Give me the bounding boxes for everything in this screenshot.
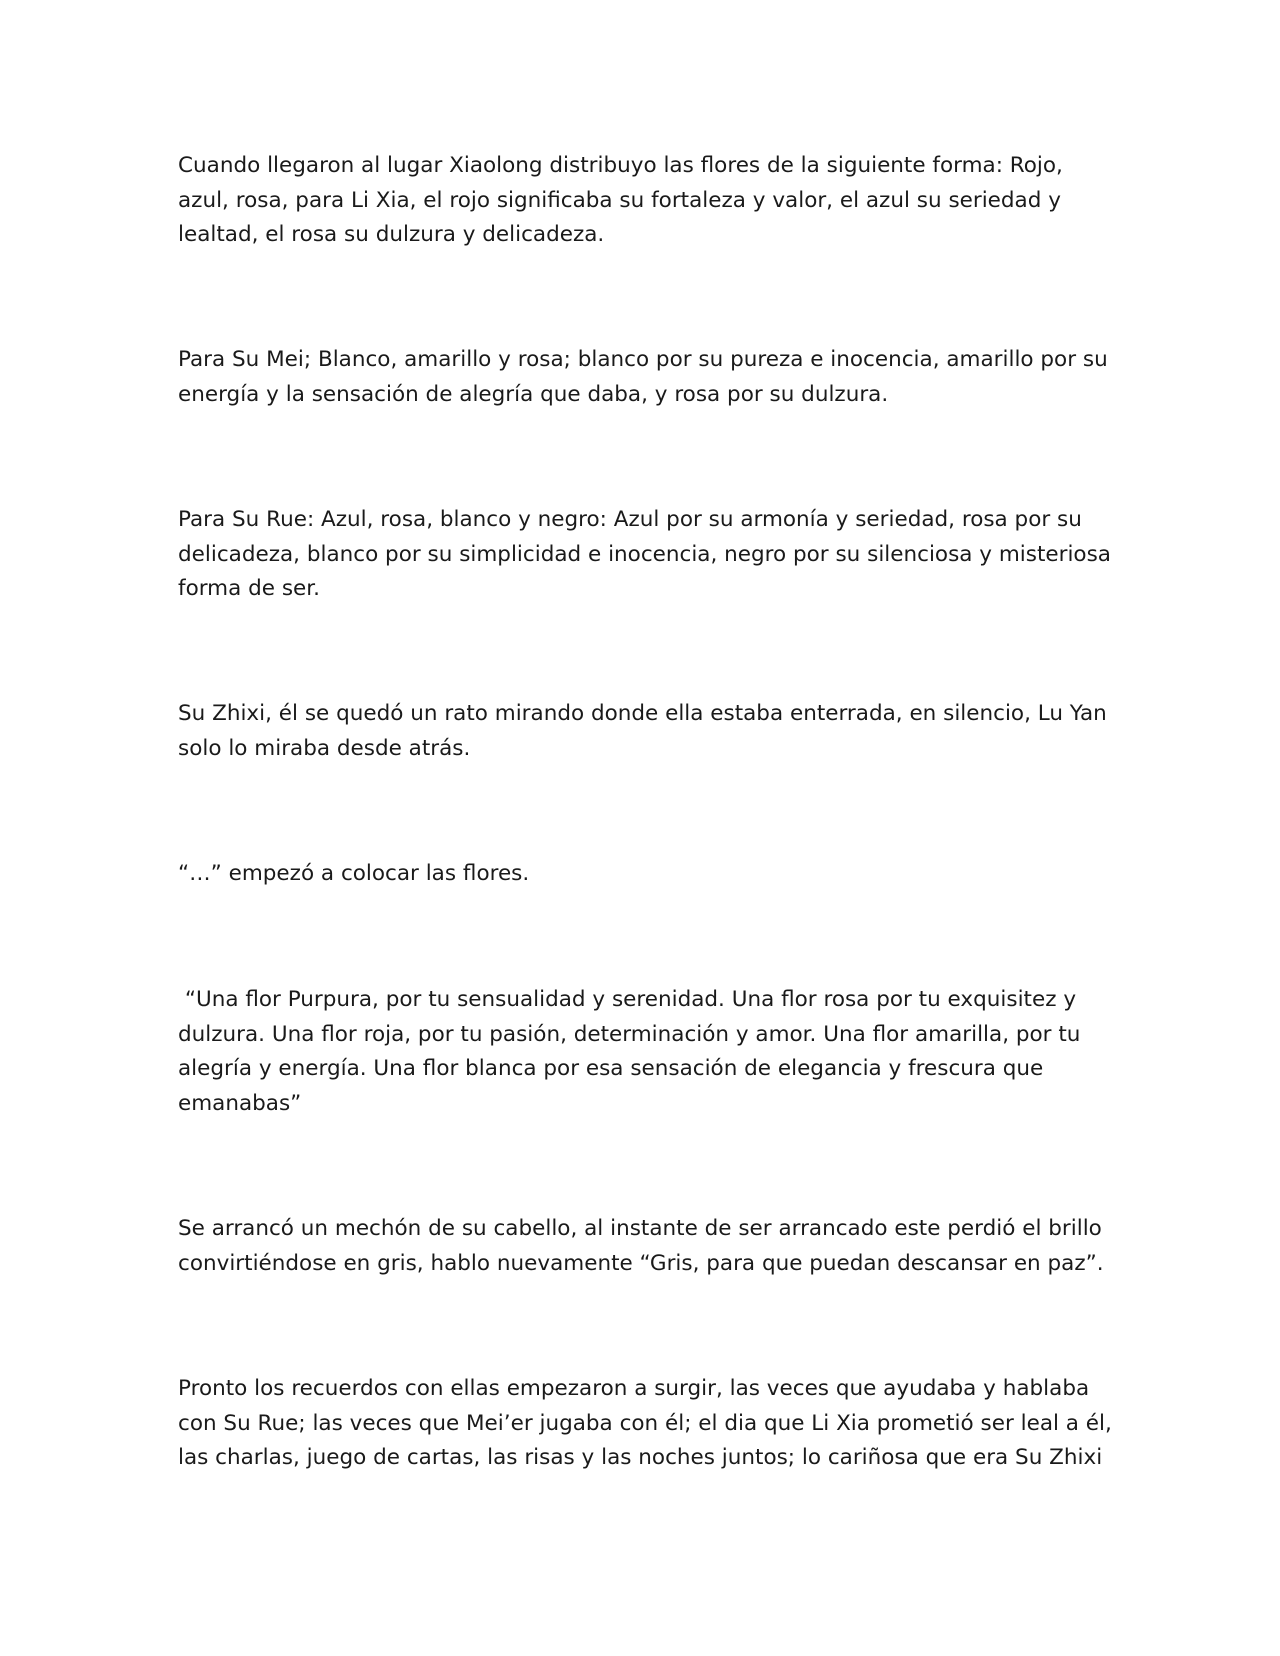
- text-line: forma de ser.: [178, 576, 320, 601]
- text-line: Para Su Rue: Azul, rosa, blanco y negro: Azul por su armonía y seriedad, rosa por su: [178, 507, 1082, 532]
- paragraph-su-mei-flowers: [178, 343, 1108, 412]
- text-line: azul, rosa, para Li Xia, el rojo significaba su fortaleza y valor, el azul su seriedad y: [178, 187, 1061, 213]
- text-line: emanabas”: [178, 1090, 302, 1116]
- paragraph-flower-speech: [178, 983, 1098, 1121]
- text-line: las charlas, juego de cartas, las risas y las noches juntos; lo cariñosa que era Su Zhixi: [178, 1445, 1103, 1470]
- text-line: delicadeza, blanco por su simplicidad e inocencia, negro por su silenciosa y misteriosa: [178, 541, 1111, 567]
- paragraph-memories: [178, 1372, 1112, 1476]
- text-line: con Su Rue; las veces que Mei’er jugaba con él; el dia que Li Xia prometió ser leal a él,: [178, 1410, 1112, 1436]
- paragraph-li-xia-flowers: [178, 149, 1098, 253]
- paragraph-grey-hair: [178, 1212, 1104, 1281]
- text-line: convirtiéndose en gris, hablo nuevamente “Gris, para que puedan descansar en paz”.: [178, 1250, 1104, 1276]
- paragraph-su-rue-flowers: [178, 503, 1111, 607]
- text-line: Pronto los recuerdos con ellas empezaron a surgir, las veces que ayudaba y hablaba: [178, 1376, 1090, 1401]
- paragraph-placing-flowers: [178, 857, 1098, 892]
- text-line: Cuando llegaron al lugar Xiaolong distribuyo las flores de la siguiente forma: Rojo,: [178, 153, 1063, 178]
- text-line: energía y la sensación de alegría que daba, y rosa por su dulzura.: [178, 381, 889, 407]
- text-line: Se arrancó un mechón de su cabello, al instante de ser arrancado este perdió el brillo: [178, 1216, 1102, 1241]
- text-line: Para Su Mei; Blanco, amarillo y rosa; blanco por su pureza e inocencia, amarillo por su: [178, 347, 1108, 372]
- paragraph-su-zhixi-silence: [178, 697, 1107, 766]
- text-line: lealtad, el rosa su dulzura y delicadeza.: [178, 222, 605, 247]
- text-line: “Una flor Purpura, por tu sensualidad y serenidad. Una flor rosa por tu exquisitez y: [178, 987, 1077, 1012]
- text-line: dulzura. Una flor roja, por tu pasión, determinación y amor. Una flor amarilla, por tu: [178, 1021, 1081, 1047]
- text-line: alegría y energía. Una flor blanca por esa sensación de elegancia y frescura que: [178, 1056, 1044, 1081]
- text-line: solo lo miraba desde atrás.: [178, 735, 471, 761]
- text-line: Su Zhixi, él se quedó un rato mirando donde ella estaba enterrada, en silencio, Lu Yan: [178, 701, 1107, 726]
- text-line: “…” empezó a colocar las flores.: [178, 861, 530, 886]
